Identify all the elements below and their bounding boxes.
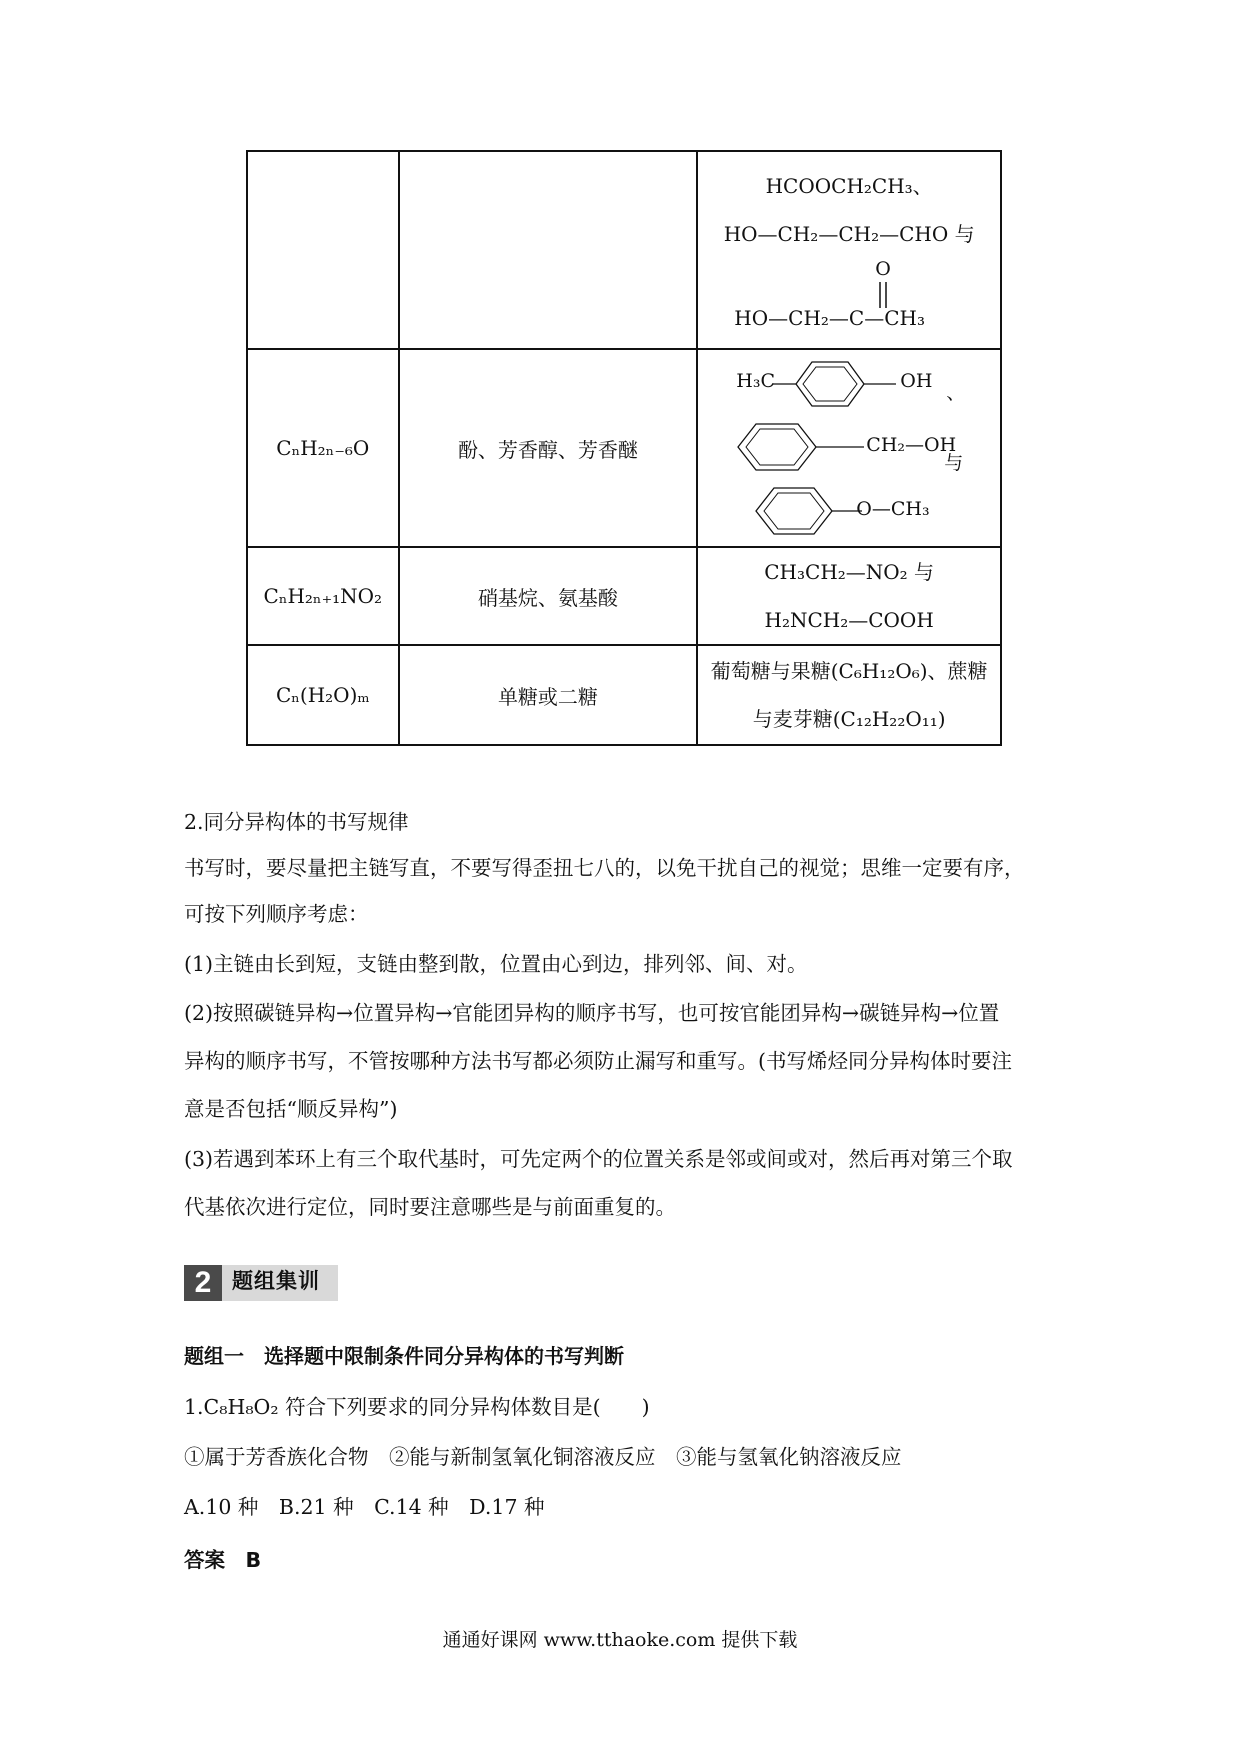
answer-label: 答案 xyxy=(184,1548,225,1572)
table-row xyxy=(247,151,1001,349)
section-header-title: 题组集训 xyxy=(232,1269,320,1293)
formula-cell: CₙH₂ₙ₊₁NO₂ xyxy=(247,547,399,645)
example-line: H₂NCH₂—COOH xyxy=(764,608,934,632)
class-cell: 酚、芳香醇、芳香醚 xyxy=(399,349,698,547)
section-title: 2.同分异构体的书写规律 xyxy=(184,810,409,834)
example-cell xyxy=(697,151,1001,349)
paragraph-line: (3)若遇到苯环上有三个取代基时，可先定两个的位置关系是邻或间或对，然后再对第三个取 xyxy=(184,1147,1013,1171)
answer-value: B xyxy=(245,1548,262,1572)
question-text: 1.C₈H₈O₂ 符合下列要求的同分异构体数目是( ) xyxy=(184,1395,650,1419)
paragraph-line: 书写时，要尽量把主链写直，不要写得歪扭七八的，以免干扰自己的视觉；思维一定要有序， xyxy=(184,856,1025,880)
question-conditions: ①属于芳香族化合物 ②能与新制氢氧化铜溶液反应 ③能与氢氧化钠溶液反应 xyxy=(184,1445,902,1469)
isomer-table xyxy=(246,150,1002,746)
ketone-structure xyxy=(698,258,1000,338)
paragraph-line: (1)主链由长到短，支链由整到散，位置由心到边，排列邻、间、对。 xyxy=(184,952,808,976)
example-cell xyxy=(697,349,1001,547)
formula-cell: CₙH₂ₙ₋₆O xyxy=(247,349,399,547)
answer-line xyxy=(184,1543,261,1573)
table-row xyxy=(247,547,1001,645)
example-line: HO—CH₂—CH₂—CHO 与 xyxy=(723,222,975,246)
example-cell xyxy=(697,645,1001,745)
benzene-ring-icon xyxy=(772,358,898,410)
benzene-ring-icon xyxy=(754,484,864,538)
paragraph-line: 代基依次进行定位，同时要注意哪些是与前面重复的。 xyxy=(184,1195,676,1219)
group-title: 题组一 选择题中限制条件同分异构体的书写判断 xyxy=(184,1344,624,1368)
ketone-chain: HO—CH₂—C—CH₃ xyxy=(734,306,925,330)
paragraph-line: 可按下列顺序考虑： xyxy=(184,902,369,926)
formula-cell xyxy=(247,151,399,349)
answer-options: A.10 种 B.21 种 C.14 种 D.17 种 xyxy=(184,1495,545,1519)
paragraph-line: (2)按照碳链异构→位置异构→官能团异构的顺序书写，也可按官能团异构→碳链异构→位置 xyxy=(184,1001,1000,1025)
class-cell: 单糖或二糖 xyxy=(399,645,698,745)
example-line: 与麦芽糖(C₁₂H₂₂O₁₁) xyxy=(752,707,946,731)
example-line: HCOOCH₂CH₃、 xyxy=(765,174,933,198)
hydroxyl-label: OH xyxy=(900,370,933,392)
benzyl-group-label: CH₂—OH xyxy=(866,434,957,456)
table-row xyxy=(247,349,1001,547)
methoxy-label: O—CH₃ xyxy=(856,498,930,520)
table-row xyxy=(247,645,1001,745)
example-cell xyxy=(697,547,1001,645)
footer-text: 通通好课网 www.tthaoke.com 提供下载 xyxy=(442,1629,798,1651)
formula-cell: Cₙ(H₂O)ₘ xyxy=(247,645,399,745)
separator: 、 xyxy=(946,382,966,404)
benzene-ring-icon xyxy=(736,420,866,474)
paragraph-line: 异构的顺序书写，不管按哪种方法书写都必须防止漏写和重写。(书写烯烃同分异构体时要注 xyxy=(184,1049,1012,1073)
paragraph-line: 意是否包括“顺反异构”) xyxy=(184,1097,398,1121)
section-number-badge: 2 xyxy=(184,1265,222,1301)
ketone-oxygen: O xyxy=(875,258,891,280)
example-line: 葡萄糖与果糖(C₆H₁₂O₆)、蔗糖 xyxy=(710,659,988,683)
class-cell: 硝基烷、氨基酸 xyxy=(399,547,698,645)
example-line: CH₃CH₂—NO₂ 与 xyxy=(764,560,935,584)
class-cell xyxy=(399,151,698,349)
methyl-label: H₃C xyxy=(736,370,776,392)
separator: 与 xyxy=(944,452,964,474)
